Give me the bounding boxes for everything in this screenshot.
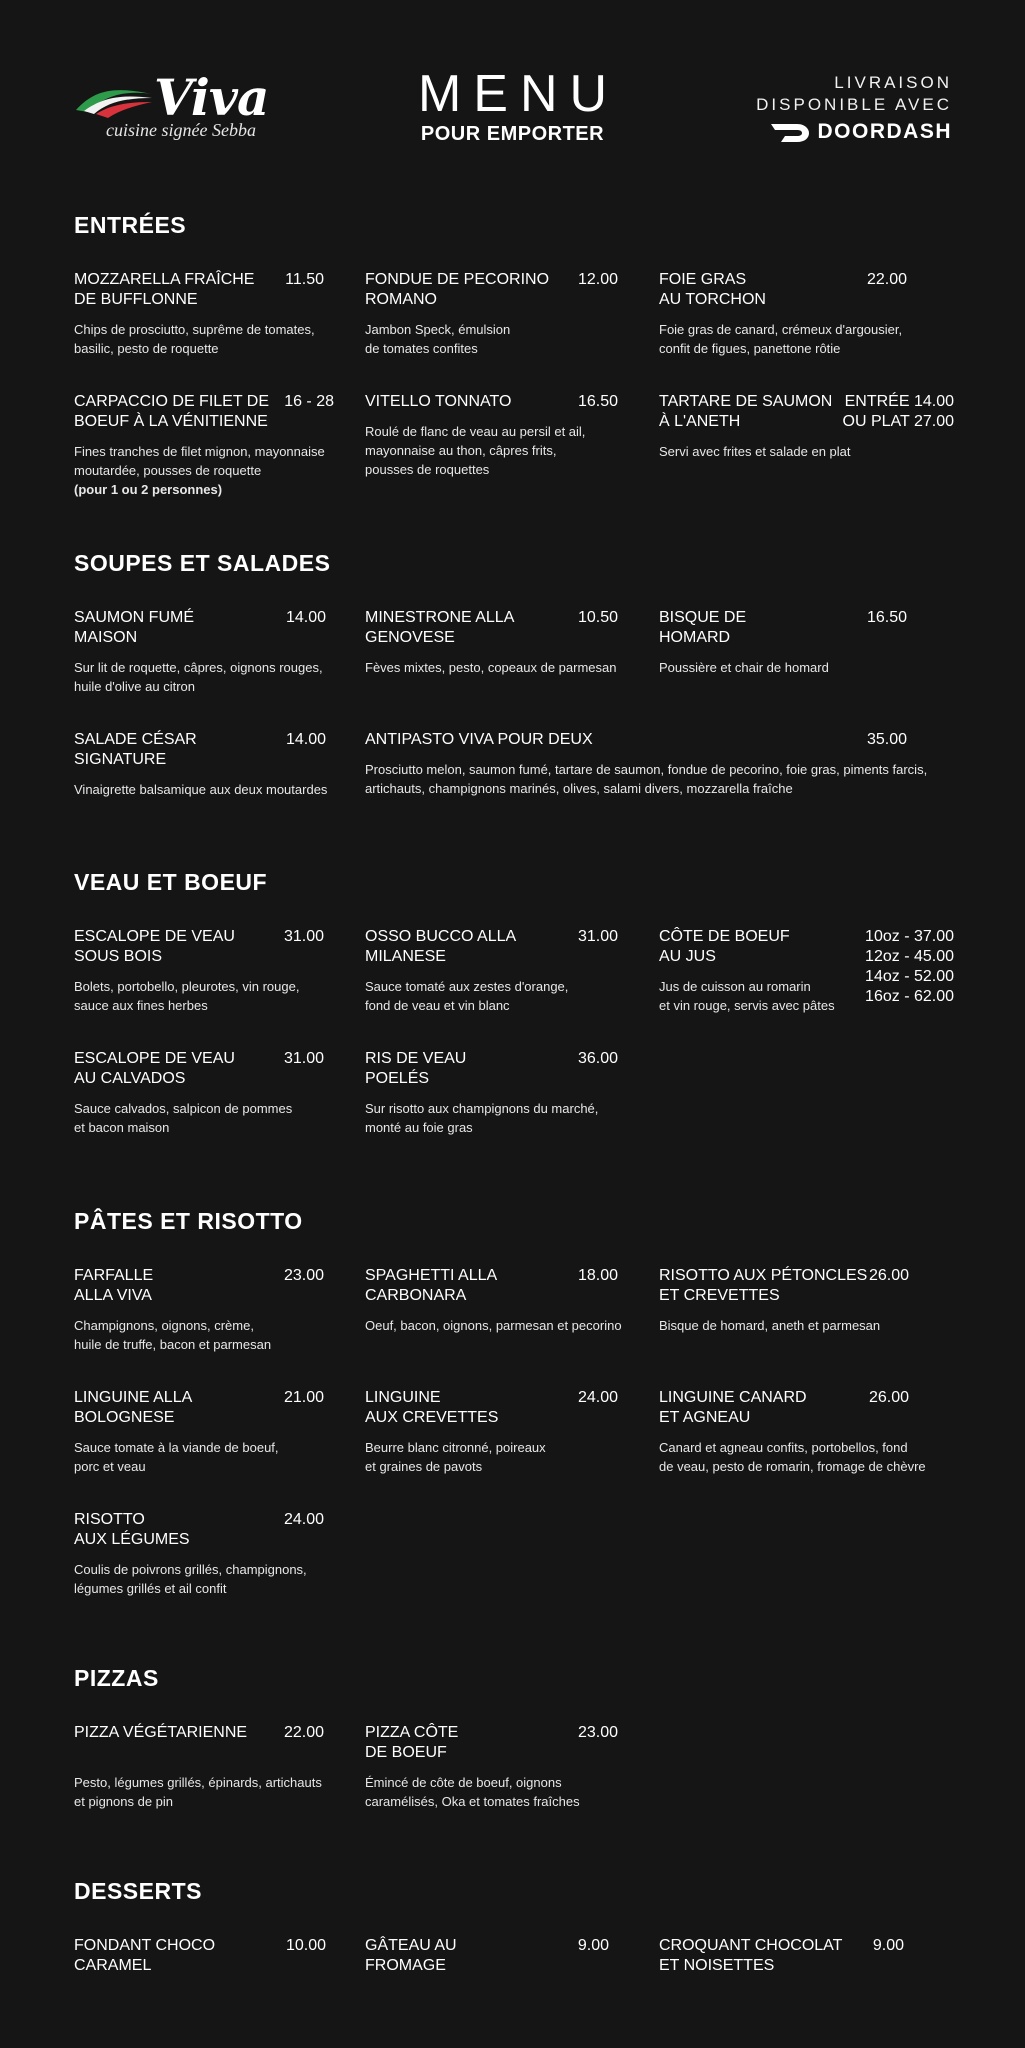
section-title: VEAU ET BOEUF — [74, 869, 268, 895]
item-description: Servi avec frites et salade en plat — [659, 444, 851, 459]
menu-item — [74, 1723, 324, 1823]
doordash-badge — [756, 120, 952, 144]
item-description: Bolets, portobello, pleurotes, vin rouge, sauce aux fines herbes — [74, 979, 300, 1013]
item-price: 22.00 — [866, 271, 907, 288]
item-name: FARFALLE ALLA VIVA — [74, 1267, 154, 1304]
menu-item — [659, 270, 949, 370]
item-price: 23.00 — [577, 1724, 618, 1741]
item-name: RISOTTO AUX LÉGUMES — [74, 1511, 190, 1548]
menu-item — [365, 927, 618, 1027]
item-name: ANTIPASTO VIVA POUR DEUX — [365, 731, 593, 748]
menu-item — [74, 927, 324, 1027]
item-name: FONDANT CHOCO CARAMEL — [74, 1937, 216, 1974]
item-name: CARPACCIO DE FILET DE BOEUF À LA VÉNITIENNE — [74, 393, 269, 430]
section-pizzas — [74, 1665, 954, 1825]
item-price: 36.00 — [577, 1050, 618, 1067]
doordash-label: DOORDASH — [817, 120, 952, 143]
menu-heading — [390, 66, 635, 146]
item-name: LINGUINE ALLA BOLOGNESE — [74, 1389, 193, 1426]
item-name: OSSO BUCCO ALLA MILANESE — [365, 928, 517, 965]
item-description: Poussière et chair de homard — [659, 660, 829, 675]
item-price: 10.00 — [285, 1937, 326, 1954]
section-desserts — [74, 1878, 954, 1988]
item-description: Sauce tomate à la viande de boeuf, porc et veau — [74, 1440, 279, 1474]
item-description: Roulé de flanc de veau au persil et ail, mayonnaise au thon, câpres frits, pousses de roquettes — [365, 424, 586, 477]
menu-item — [365, 392, 618, 502]
item-price: 10.50 — [577, 609, 618, 626]
menu-item — [74, 1049, 324, 1149]
item-price-list: 10oz - 37.00 12oz - 45.00 14oz - 52.00 16oz - 62.00 — [865, 928, 954, 1005]
item-price: 16.50 — [866, 609, 907, 626]
item-description: Sur lit de roquette, câpres, oignons rouges, huile d'olive au citron — [74, 660, 323, 694]
item-description: Jambon Speck, émulsion de tomates confites — [365, 322, 511, 356]
delivery-line-1: LIVRAISON — [834, 73, 952, 92]
menu-item — [659, 1388, 954, 1488]
menu-item — [365, 1266, 622, 1366]
item-description: Sur risotto aux champignons du marché, monté au foie gras — [365, 1101, 599, 1135]
menu-item — [74, 270, 324, 370]
item-price: 26.00 — [868, 1267, 909, 1284]
item-price: 31.00 — [283, 1050, 324, 1067]
item-name: FOIE GRAS AU TORCHON — [659, 271, 766, 308]
delivery-line-2: DISPONIBLE AVEC — [756, 95, 952, 114]
item-price: 23.00 — [283, 1267, 324, 1284]
item-name: RIS DE VEAU POELÉS — [365, 1050, 467, 1087]
item-price: 9.00 — [577, 1937, 609, 1954]
item-name: VITELLO TONNATO — [365, 393, 512, 410]
item-name: PIZZA CÔTE DE BOEUF — [365, 1724, 459, 1761]
item-price: 21.00 — [283, 1389, 324, 1406]
item-name: RISOTTO AUX PÉTONCLES ET CREVETTES — [659, 1267, 868, 1304]
item-description: Champignons, oignons, crème, huile de truffe, bacon et parmesan — [74, 1318, 272, 1352]
item-description: Fines tranches de filet mignon, mayonnaise moutardée, pousses de roquette (pour 1 ou 2 personnes) — [74, 444, 325, 497]
menu-item — [74, 1936, 326, 1986]
item-price: 31.00 — [283, 928, 324, 945]
section-entrees — [74, 212, 954, 502]
item-name: SPAGHETTI ALLA CARBONARA — [365, 1267, 498, 1304]
item-description: Oeuf, bacon, oignons, parmesan et pecorino — [365, 1318, 622, 1333]
item-description: Canard et agneau confits, portobellos, fond de veau, pesto de romarin, fromage de chèvre — [659, 1440, 926, 1474]
item-name: PIZZA VÉGÉTARIENNE — [74, 1724, 248, 1741]
menu-item — [74, 1510, 324, 1610]
item-description: Beurre blanc citronné, poireaux et graines de pavots — [365, 1440, 546, 1474]
section-veau-boeuf — [74, 869, 954, 1149]
item-description: Jus de cuisson au romarin et vin rouge, servis avec pâtes — [659, 979, 835, 1013]
menu-item — [659, 1936, 949, 1986]
item-name: TARTARE DE SAUMON À L'ANETH — [659, 393, 833, 430]
menu-item — [365, 608, 618, 708]
menu-item — [74, 730, 326, 810]
item-price: 22.00 — [283, 1724, 324, 1741]
item-name: MINESTRONE ALLA GENOVESE — [365, 609, 515, 646]
menu-item — [74, 1388, 324, 1488]
item-name: SAUMON FUMÉ MAISON — [74, 609, 194, 646]
item-description: Prosciutto melon, saumon fumé, tartare de saumon, fondue de pecorino, foie gras, piments farcis, artichauts, champignons marinés, olives, salami divers, mozzarella fraîche — [365, 762, 928, 796]
item-description: Émincé de côte de boeuf, oignons caramélisés, Oka et tomates fraîches — [365, 1775, 580, 1809]
item-price: 11.50 — [285, 271, 324, 288]
item-name: CÔTE DE BOEUF AU JUS — [659, 928, 790, 965]
item-price: 14.00 — [285, 609, 326, 626]
menu-item — [659, 1266, 949, 1366]
menu-item — [74, 1266, 324, 1366]
item-description: Foie gras de canard, crémeux d'argousier, confit de figues, panettone rôtie — [659, 322, 903, 356]
section-soupes-salades — [74, 550, 954, 810]
item-price: 18.00 — [577, 1267, 618, 1284]
item-description: Pesto, légumes grillés, épinards, artichauts et pignons de pin — [74, 1775, 322, 1809]
menu-item — [659, 608, 949, 708]
item-price: 35.00 — [866, 731, 907, 748]
section-title: DESSERTS — [74, 1878, 202, 1904]
item-name: ESCALOPE DE VEAU SOUS BOIS — [74, 928, 235, 965]
item-name: GÂTEAU AU FROMAGE — [365, 1937, 457, 1974]
menu-item — [659, 927, 954, 1027]
item-description: Fèves mixtes, pesto, copeaux de parmesan — [365, 660, 617, 675]
logo-tagline: cuisine signée Sebba — [106, 120, 256, 140]
item-price: 9.00 — [872, 1937, 904, 1954]
item-description: Sauce tomaté aux zestes d'orange, fond de veau et vin blanc — [365, 979, 569, 1013]
item-price: 24.00 — [577, 1389, 618, 1406]
menu-item — [74, 392, 334, 502]
item-name: FONDUE DE PECORINO ROMANO — [365, 271, 550, 308]
item-name: ESCALOPE DE VEAU AU CALVADOS — [74, 1050, 235, 1087]
viva-logo — [74, 70, 274, 170]
delivery-info — [756, 72, 952, 144]
item-price: ENTRÉE 14.00 OU PLAT 27.00 — [842, 393, 954, 430]
menu-item — [365, 1723, 618, 1823]
section-title: PÂTES ET RISOTTO — [74, 1208, 303, 1234]
item-price: 26.00 — [868, 1389, 909, 1406]
doordash-logo-icon — [769, 121, 811, 143]
section-pates-risotto — [74, 1208, 954, 1608]
menu-item — [365, 1388, 618, 1488]
item-description: Chips de prosciutto, suprême de tomates, basilic, pesto de roquette — [74, 322, 315, 356]
menu-item — [365, 270, 618, 370]
item-description: Sauce calvados, salpicon de pommes et bacon maison — [74, 1101, 293, 1135]
menu-item — [365, 1936, 609, 1986]
item-price: 24.00 — [283, 1511, 324, 1528]
item-description: Vinaigrette balsamique aux deux moutardes — [74, 782, 328, 797]
item-description: Coulis de poivrons grillés, champignons, légumes grillés et ail confit — [74, 1562, 307, 1596]
menu-item — [365, 1049, 618, 1149]
item-name: LINGUINE AUX CREVETTES — [365, 1389, 499, 1426]
item-name: LINGUINE CANARD ET AGNEAU — [659, 1389, 807, 1426]
menu-item — [365, 730, 949, 810]
item-name: BISQUE DE HOMARD — [659, 609, 747, 646]
section-title: PIZZAS — [74, 1665, 159, 1691]
item-price: 14.00 — [285, 731, 326, 748]
item-price: 12.00 — [577, 271, 618, 288]
menu-title: MENU — [417, 65, 620, 123]
section-title: SOUPES ET SALADES — [74, 550, 331, 576]
section-title: ENTRÉES — [74, 212, 187, 238]
item-name: CROQUANT CHOCOLAT ET NOISETTES — [659, 1937, 843, 1974]
logo-name: Viva — [154, 68, 269, 127]
item-description: Bisque de homard, aneth et parmesan — [659, 1318, 881, 1333]
menu-item — [659, 392, 954, 492]
item-price: 16.50 — [577, 393, 618, 410]
italian-flag-swoosh-icon — [74, 80, 154, 120]
item-price: 31.00 — [577, 928, 618, 945]
header — [0, 0, 1025, 180]
item-price: 16 - 28 — [284, 393, 334, 410]
menu-subtitle: POUR EMPORTER — [420, 123, 605, 145]
item-name: SALADE CÉSAR SIGNATURE — [74, 731, 197, 768]
item-name: MOZZARELLA FRAÎCHE DE BUFFLONNE — [74, 271, 255, 308]
menu-item — [74, 608, 326, 708]
